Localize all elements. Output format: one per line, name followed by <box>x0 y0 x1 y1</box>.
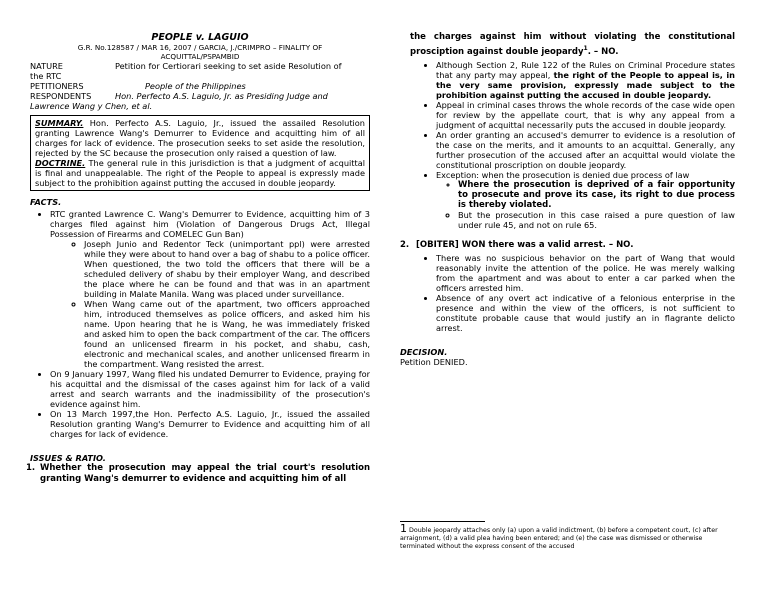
nature-label: NATURE <box>30 61 63 71</box>
list-item: • There was no suspicious behavior on the part of Wang that would reasonably invite the attention of the police. He was merely walking from the apartment and was about to enter a car parked when the officers arrested him. <box>436 253 735 293</box>
issue-1-number: 1. <box>26 463 36 473</box>
decision-text: Petition DENIED. <box>400 356 468 367</box>
respondents-cont-row <box>30 101 370 111</box>
footnote-divider <box>400 521 485 522</box>
issue-1-cont: the charges against him without violating the constitutional prosciption against double jeopardy <box>410 32 735 57</box>
ratio-text: Although Section 2, Rule 122 of the Rules on Criminal Procedure states that any party may appeal, <box>436 59 735 80</box>
issue-1-continued <box>400 32 735 58</box>
list-item <box>436 170 735 230</box>
list-item: ◦ When Wang came out of the apartment, two officers approached him, introduced themselves as police officers, and asked him his name. Upon hearing that he is Wang, he was immediately frisked and asked him to open the back compartment of the car. The officers found an unlicensed firearm in his pocket, and shabu, cash, electronic and mechanical scales, and another unlicensed firearm in the compartment. Wang resisted the arrest. <box>84 299 370 369</box>
nature-cont-row <box>30 71 370 81</box>
doctrine-text: The general rule in this jurisdiction is that a judgment of acquittal is final and unappealable. The right of the People to appeal is expressly made subject to the prohibition against putting the accused in double jeopardy. <box>35 158 365 188</box>
doctrine-label: DOCTRINE. <box>35 158 86 168</box>
issue-2 <box>400 240 735 251</box>
issue-2-text: [OBITER] WON there was a valid arrest. – NO. <box>416 239 634 250</box>
list-item: ◦ Joseph Junio and Redentor Teck (unimportant ppl) were arrested while they were about to hand over a bag of shabu to a police officer. When questioned, the two told the officers that there will be a scheduled delivery of shabu by their employer Wang, and described the place where he can be found and that was in an apartment building in Malate Manila. Wang was placed under surveillance. <box>84 239 370 299</box>
list-item: • On 9 January 1997, Wang filed his undated Demurrer to Evidence, praying for his acquittal and the dismissal of the cases against him for lack of a valid arrest and search warrants and the inadmissibility of the prosecution's evidence against him. <box>50 369 370 409</box>
nature-row <box>30 61 370 71</box>
respondents-cont: Lawrence Wang y Chen, et al. <box>30 101 153 111</box>
ratio-list-1 <box>400 60 735 230</box>
issue-2-number: 2. <box>400 239 410 250</box>
list-item: • Absence of any overt act indicative of a felonious enterprise in the presence and within the view of the officers, is not sufficient to constitute probable cause that would justify an in flagrante delicto arrest. <box>436 293 735 333</box>
nature-value: Petition for Certiorari seeking to set aside Resolution of <box>115 61 342 71</box>
ratio-bold: the right of the People to appeal is, in the very same provision, expressly made subject to the prohibition against putting the accused in double jeopardy. <box>436 69 735 100</box>
petitioners-label: PETITIONERS <box>30 81 84 91</box>
exception-sublist <box>436 180 735 230</box>
case-citation-line2: ACQUITTAL/PSPAMBID <box>160 52 240 61</box>
footnote-area <box>400 521 735 551</box>
list-item <box>436 60 735 100</box>
petitioners-value: People of the Philippines <box>145 81 246 91</box>
footnote-number: 1 <box>400 522 407 535</box>
issue-1-text: Whether the prosecution may appeal the trial court's resolution granting Wang's demurrer to evidence and acquitting him of all <box>40 463 370 484</box>
respondents-label: RESPONDENTS <box>30 91 92 101</box>
left-column <box>26 0 370 485</box>
list-item: • Appeal in criminal cases throws the whole records of the case wide open for review by the appellate court, that is why any appeal from a judgment of acquittal necessarily puts the accused in double jeopardy. <box>436 100 735 130</box>
summary-label: SUMMARY. <box>35 118 84 128</box>
issues-heading: ISSUES & RATIO. <box>30 453 106 463</box>
summary-paragraph <box>35 118 365 158</box>
respondents-row <box>30 91 370 101</box>
list-item <box>50 209 370 369</box>
facts-heading: FACTS. <box>30 197 62 207</box>
case-title: PEOPLE v. LAGUIO <box>151 32 249 43</box>
facts-sublist <box>50 239 370 369</box>
summary-text: Hon. Perfecto A.S. Laguio, Jr., issued the assailed Resolution granting Lawrence Wang's Demurrer to Evidence and acquitting him of all charges for lack of evidence. The prosecution seeks to set aside the resolution, rejected by the SC because the prosecution only raised a question of law. <box>35 118 365 158</box>
footnote-ref: 1 <box>583 45 588 52</box>
list-item: ◦ But the prosecution in this case raised a pure question of law under rule 45, and not on rule 65. <box>458 210 735 230</box>
list-item: • On 13 March 1997,the Hon. Perfecto A.S. Laguio, Jr., issued the assailed Resolution granting Wang's Demurrer to Evidence and acquitting him of all charges for lack of evidence. <box>50 409 370 439</box>
respondents-value: Hon. Perfecto A.S. Laguio, Jr. as Presiding Judge and <box>115 91 328 101</box>
ratio-text: Exception: when the prosecution is denied due process of law <box>436 169 690 180</box>
ratio-list-2 <box>400 253 735 333</box>
summary-box <box>30 115 370 191</box>
petitioners-row <box>30 81 370 91</box>
issue-1-answer: . – NO. <box>587 46 619 57</box>
issue-1 <box>26 463 370 485</box>
footnote-text: Double jeopardy attaches only (a) upon a valid indictment, (b) before a competent court, (c) after arraignment, (d) a valid plea having been entered; and (e) the case was dismissed or otherwise terminated without the express consent of the accused <box>400 527 718 550</box>
decision-heading: DECISION. <box>400 346 448 357</box>
case-citation-line1: G.R. No.128587 / MAR 16, 2007 / GARCIA, J./CRIMPRO – FINALITY OF <box>77 43 323 52</box>
footnote <box>400 522 735 551</box>
list-item: ◦ Where the prosecution is deprived of a fair opportunity to prosecute and prove its case, its right to due process is thereby violated. <box>458 180 735 210</box>
list-item: • An order granting an accused's demurrer to evidence is a resolution of the case on the merits, and it amounts to an acquittal. Generally, any further prosecution of the accused after an acquittal would violate the constitutional proscription on double jeopardy. <box>436 130 735 170</box>
facts-list <box>30 209 370 439</box>
nature-cont: the RTC <box>30 71 62 81</box>
right-column <box>400 0 735 550</box>
doctrine-paragraph <box>35 158 365 188</box>
fact-text: RTC granted Lawrence C. Wang's Demurrer to Evidence, acquitting him of 3 charges filed against him (Violation of Dangerous Drugs Act, Illegal Possession of Firearms and COMELEC Gun Ban) <box>50 209 370 239</box>
